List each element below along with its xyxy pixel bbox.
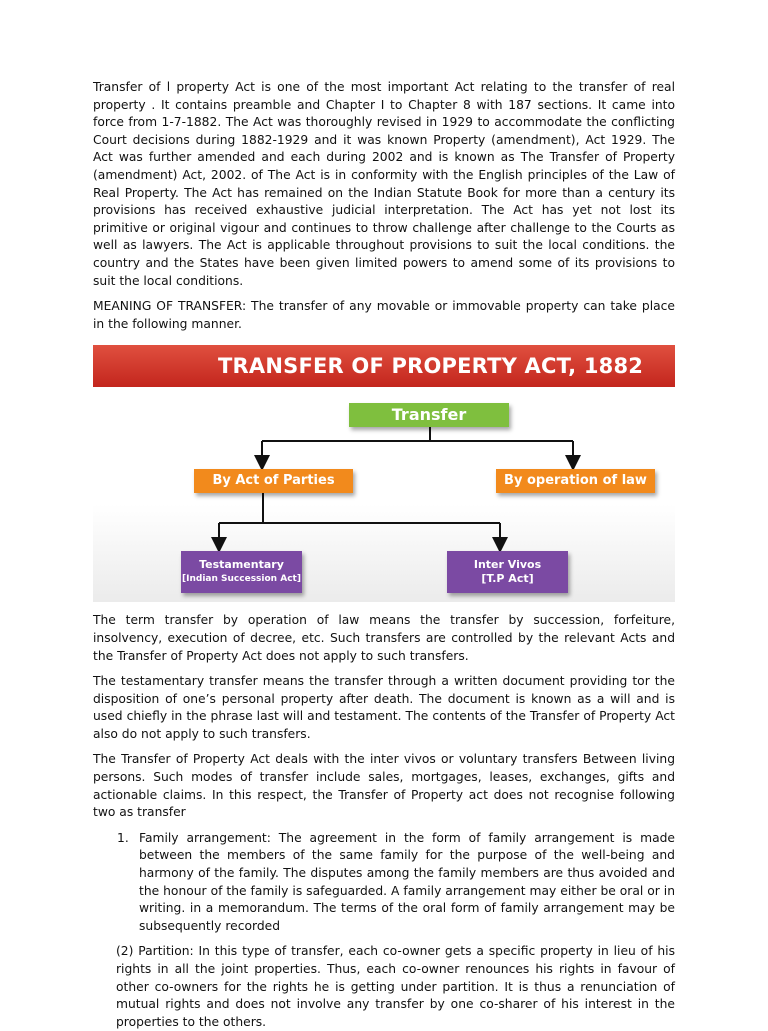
node-transfer: Transfer: [349, 403, 509, 427]
meaning-paragraph: MEANING OF TRANSFER: The transfer of any movable or immovable property can take place in the following manner.: [93, 299, 675, 331]
list-item-text: Family arrangement: The agreement in the form of family arrangement is made between the members of the same family for the purpose of the well-being and harmony of the family. The disputes among the family members are thus avoided and the honour of the family is safeguarded. A family arrangement may either be oral or in writing. in a memorandum. The terms of the oral form of family arrangement may be subsequently recorded: [139, 830, 675, 933]
node-inter-vivos-title: Inter Vivos: [473, 558, 542, 572]
node-testamentary-title: Testamentary: [199, 558, 284, 572]
testamentary-paragraph: The testamentary transfer means the transfer through a written document providing tor the disposition of one’s personal property after death. The document is known as a will and is used chiefly in the phrase last will and testament. The contents of the Transfer of Property Act also do not apply to such transfers.: [93, 674, 675, 741]
document-page: [93, 79, 675, 1031]
diagram-title: TRANSFER OF PROPERTY ACT, 1882: [93, 345, 675, 387]
node-operation-of-law: By operation of law: [496, 469, 655, 493]
intro-paragraph: Transfer of l property Act is one of the most important Act relating to the transfer of real property . It contains preamble and Chapter I to Chapter 8 with 187 sections. It came into force from 1-7-1882. The Act was thoroughly revised in 1929 to accommodate the conflicting Court decisions during 1882-1929 and it was known Property (amendment), Act 1929. The Act was further amended and each during 2002 and is known as The Transfer of Property (amendment) Act, 2002. of The Act is in conformity with the English principles of the Law of Real Property. The Act has remained on the Indian Statute Book for more than a century its provisions has received exhaustive judicial interpretation. The Act has yet not lost its primitive or original vigour and continues to throw challenge after challenge to the Courts as well as lawyers. The Act is applicable throughout provisions to suit the local conditions. the country and the States have been given limited powers to amend some of its provisions to suit the local conditions.: [93, 80, 675, 288]
transfer-diagram: [93, 345, 675, 602]
list-item-number: 1.: [117, 830, 129, 845]
list-item: [93, 830, 675, 936]
node-inter-vivos-subtitle: [T.P Act]: [481, 572, 534, 586]
operation-of-law-paragraph: The term transfer by operation of law means the transfer by succession, forfeiture, insolvency, execution of decree, etc. Such transfers are controlled by the relevant Acts and the Transfer of Property Act does not apply to such transfers.: [93, 613, 675, 663]
node-inter-vivos: [447, 551, 568, 593]
node-testamentary-subtitle: [Indian Succession Act]: [182, 574, 301, 585]
exceptions-list: [93, 830, 675, 936]
partition-paragraph: (2) Partition: In this type of transfer, each co-owner gets a specific property in lieu of his rights in all the joint properties. Thus, each co-owner renounces his rights in favour of other co-owners for the rights he is getting under partition. It is thus a renunciation of mutual rights and does not involve any transfer by one co-sharer of his interest in the properties to the others.: [116, 944, 675, 1029]
node-act-of-parties: By Act of Parties: [194, 469, 353, 493]
node-testamentary: [181, 551, 302, 593]
inter-vivos-paragraph: The Transfer of Property Act deals with the inter vivos or voluntary transfers Between living persons. Such modes of transfer include sales, mortgages, leases, exchanges, gifts and actionable claims. In this respect, the Transfer of Property act does not recognise following two as transfer: [93, 752, 675, 820]
